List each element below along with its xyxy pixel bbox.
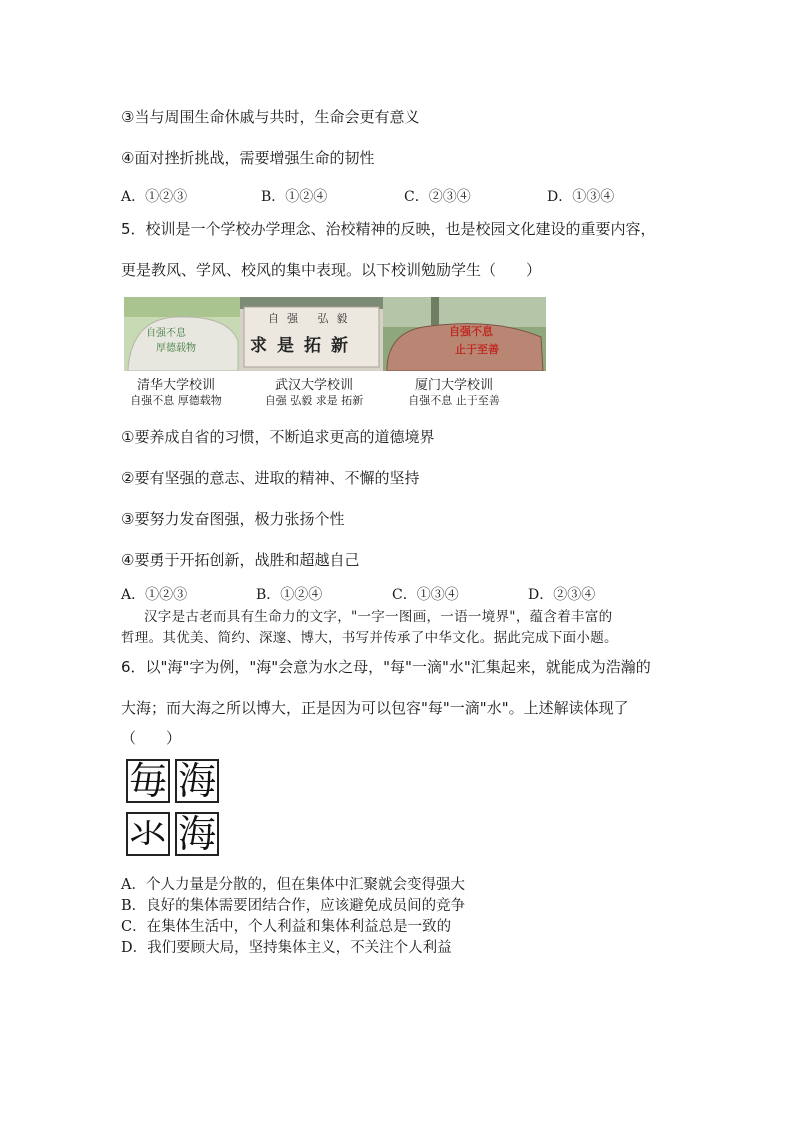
- tsinghua-stone-text-1: 自强不息: [146, 328, 186, 339]
- q5-option-d: D．②③④: [528, 587, 596, 603]
- xiamen-motto: 自强不息 止于至善: [408, 394, 500, 407]
- q6-option-c: C．在集体生活中，个人利益和集体利益总是一致的: [121, 919, 452, 935]
- char-box-top-left: 毎: [126, 759, 170, 803]
- xiamen-caption: 厦门大学校训: [414, 378, 493, 393]
- q4-option-a: A．①②③: [121, 189, 188, 205]
- q5-stem-line-2: 更是教风、学风、校风的集中表现。以下校训勉励学生（ ）: [121, 261, 542, 279]
- q5-item-1: ①要养成自省的习惯，不断追求更高的道德境界: [121, 428, 435, 446]
- q5-item-2: ②要有坚强的意志、进取的精神、不懈的坚持: [121, 469, 420, 487]
- char-box-bottom-right: 海: [175, 812, 219, 856]
- wuhan-stone-text-2: 求是拓新: [250, 336, 358, 356]
- wuhan-motto-photo: [240, 297, 383, 371]
- q5-option-c: C．①③④: [392, 587, 459, 603]
- q5-option-a: A．①②③: [121, 587, 188, 603]
- q6-option-d: D．我们要顾大局，坚持集体主义，不关注个人利益: [121, 940, 452, 956]
- char-box-bottom-left: 氺: [126, 812, 170, 856]
- tsinghua-motto-photo: [124, 297, 240, 371]
- q4-item-4: ④面对挫折挑战，需要增强生命的韧性: [121, 149, 375, 167]
- wuhan-stone-text-1: 自强 弘毅: [268, 312, 356, 325]
- q5-stem-line-1: 5．校训是一个学校办学理念、治校精神的反映，也是校园文化建设的重要内容，: [121, 220, 656, 238]
- q5-item-3: ③要努力发奋图强，极力张扬个性: [121, 510, 345, 528]
- tsinghua-caption: 清华大学校训: [136, 378, 215, 393]
- tsinghua-stone-text-2: 厚德载物: [156, 343, 196, 354]
- q5-item-4: ④要勇于开拓创新，战胜和超越自己: [121, 551, 360, 569]
- q4-option-d: D．①③④: [547, 189, 615, 205]
- wuhan-motto: 自强 弘毅 求是 拓新: [264, 394, 364, 407]
- q6-option-b: B．良好的集体需要团结合作，应该避免成员间的竞争: [121, 898, 466, 914]
- xiamen-stone-text-1: 自强不息: [449, 325, 493, 338]
- q4-item-3: ③当与周围生命休戚与共时，生命会更有意义: [121, 108, 420, 126]
- tsinghua-motto: 自强不息 厚德载物: [130, 394, 222, 407]
- passage-line-2: 哲理。其优美、简约、深邃、博大，书写并传承了中华文化。据此完成下面小题。: [121, 630, 618, 646]
- xiamen-stone-text-2: 止于至善: [455, 343, 499, 356]
- wuhan-caption: 武汉大学校训: [274, 378, 353, 393]
- q6-answer-bracket: （ ）: [121, 729, 182, 747]
- q4-option-c: C．②③④: [404, 189, 471, 205]
- q5-option-b: B．①②④: [256, 587, 323, 603]
- q4-option-b: B．①②④: [261, 189, 328, 205]
- q6-option-a: A．个人力量是分散的，但在集体中汇聚就会变得强大: [121, 877, 465, 893]
- xiamen-motto-photo: [383, 297, 546, 371]
- q6-stem-line-2: 大海；而大海之所以博大，正是因为可以包容"每"一滴"水"。上述解读体现了: [121, 699, 629, 717]
- passage-line-1: 汉字是古老而具有生命力的文字，"一字一图画，一语一境界"，蕴含着丰富的: [144, 609, 613, 625]
- char-box-top-right: 海: [175, 759, 219, 803]
- q6-stem-line-1: 6．以"海"字为例，"海"会意为水之母，"每"一滴"水"汇集起来，就能成为浩瀚的: [121, 658, 651, 676]
